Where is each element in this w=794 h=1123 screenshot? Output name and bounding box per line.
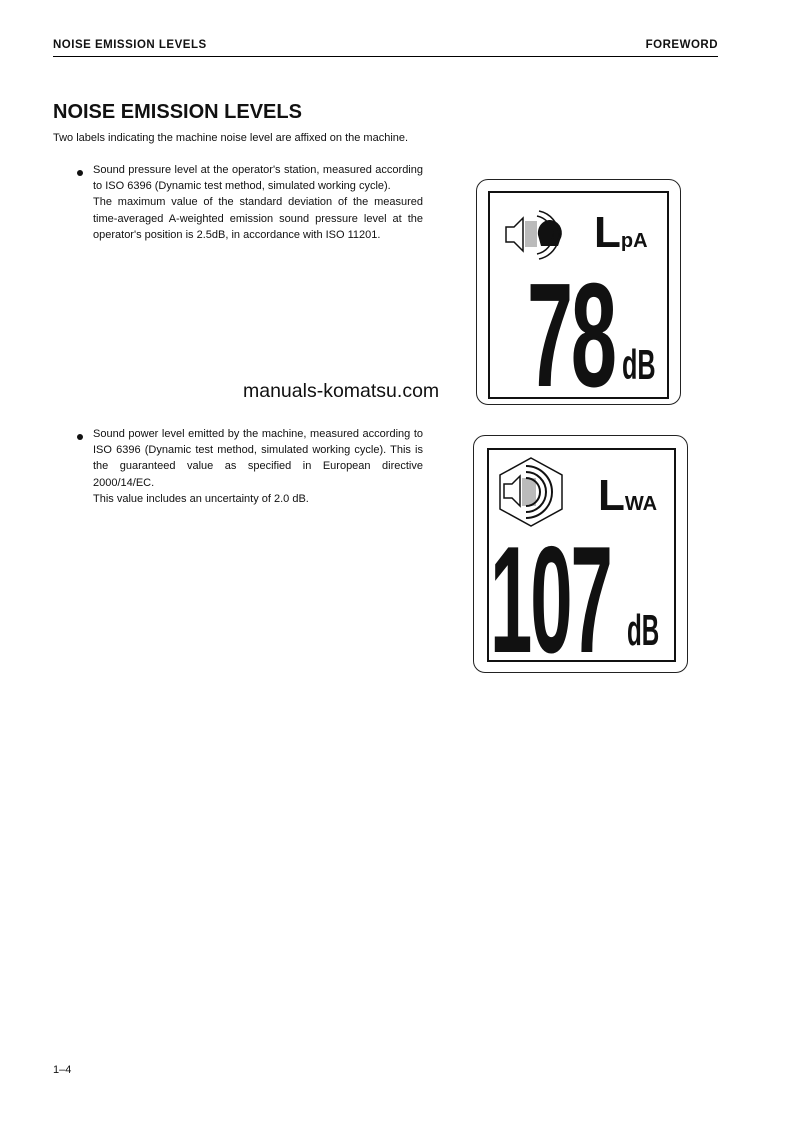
bullet-sound-power — [93, 426, 423, 507]
page-title: NOISE EMISSION LEVELS — [53, 101, 302, 123]
lwa-symbol — [598, 471, 658, 520]
symbol-sub: pA — [620, 230, 648, 252]
symbol-main: L — [598, 471, 625, 520]
lwa-value: 107 — [490, 515, 611, 685]
lpa-symbol — [594, 208, 648, 257]
paragraph: Sound pressure level at the operator's station, measured according to ISO 6396 (Dynamic test method, simulated working cycle). — [93, 164, 423, 193]
watermark: manuals-komatsu.com — [243, 380, 440, 402]
lpa-unit: dB — [622, 341, 656, 388]
header-section-title: NOISE EMISSION LEVELS — [53, 39, 207, 51]
symbol-main: L — [594, 208, 621, 257]
header-chapter: FOREWORD — [645, 39, 718, 51]
bullet-icon — [77, 170, 83, 176]
bullet-icon — [77, 434, 83, 440]
intro-text: Two labels indicating the machine noise level are affixed on the machine. — [53, 132, 409, 144]
paragraph: This value includes an uncertainty of 2.0 dB. — [93, 492, 309, 505]
lpa-value: 78 — [527, 253, 615, 418]
page-number: 1–4 — [53, 1064, 72, 1076]
symbol-sub: WA — [624, 493, 658, 515]
paragraph: Sound power level emitted by the machine, measured according to ISO 6396 (Dynamic test method, simulated working cycle). This is the guaranteed value as specified in European directive 2000/14/EC. — [93, 428, 423, 489]
header-rule — [53, 56, 718, 57]
bullet-sound-pressure — [93, 162, 423, 243]
paragraph: The maximum value of the standard deviation of the measured time-averaged A-weighted emission sound pressure level at the operator's position is 2.5dB, in accordance with ISO 11201. — [93, 196, 423, 241]
lwa-unit: dB — [627, 606, 660, 655]
